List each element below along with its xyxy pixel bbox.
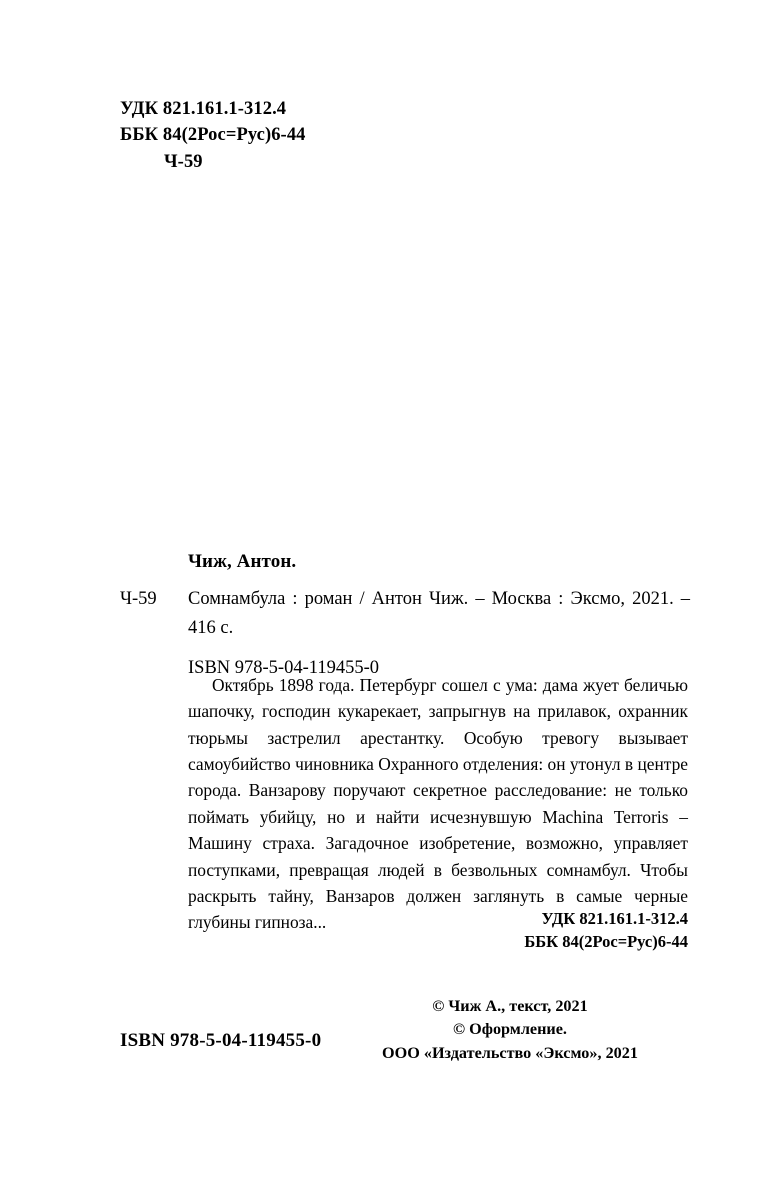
classification-codes-top: [120, 96, 306, 175]
classification-codes-repeat: [188, 908, 688, 954]
copyright-block: [330, 995, 690, 1065]
card-shelf-code: Ч-59: [120, 588, 157, 609]
card-description-row: [120, 585, 690, 643]
shelf-code-top: Ч-59: [164, 151, 203, 172]
bbk-code-top: ББК 84(2Рос=Рус)6-44: [120, 125, 306, 146]
isbn-bottom: ISBN 978-5-04-119455-0: [120, 1030, 322, 1051]
book-annotation: Октябрь 1898 года. Петербург сошел с ума: дама жует беличью шапочку, господин кукарекает, запрыгнув на прилавок, охранник тюрьмы застрелил арестантку. Особую тревогу вызывает самоубийство чиновника Охранного отделения: он утонул в центре города. Ванзарову поручают секретное расследование: не только поймать убийцу, но и найти исчезнувшую Machina Terroris – Машину страха. Загадочное изобретение, возможно, управляет поступками, превращая людей в безвольных сомнамбул. Чтобы раскрыть тайну, Ванзаров должен заглянуть в самые черные глубины гипноза...: [188, 675, 689, 933]
card-author: Чиж, Антон.: [188, 551, 297, 572]
card-isbn: ISBN 978-5-04-119455-0: [188, 657, 379, 678]
bbk-code-repeat: ББК 84(2Рос=Рус)6-44: [524, 931, 688, 951]
copyright-text-line: © Чиж А., текст, 2021: [432, 997, 588, 1015]
copyright-design-line: © Оформление.: [453, 1020, 567, 1039]
udk-code-top: УДК 821.161.1-312.4: [120, 99, 287, 119]
udk-code-repeat: УДК 821.161.1-312.4: [541, 909, 688, 928]
cataloguing-card: [120, 548, 690, 683]
copyright-publisher-line: ООО «Издательство «Эксмо», 2021: [382, 1043, 638, 1062]
card-title-imprint: Сомнамбула : роман / Антон Чиж. – Москва : Эксмо, 2021. – 416 с.: [188, 588, 690, 638]
